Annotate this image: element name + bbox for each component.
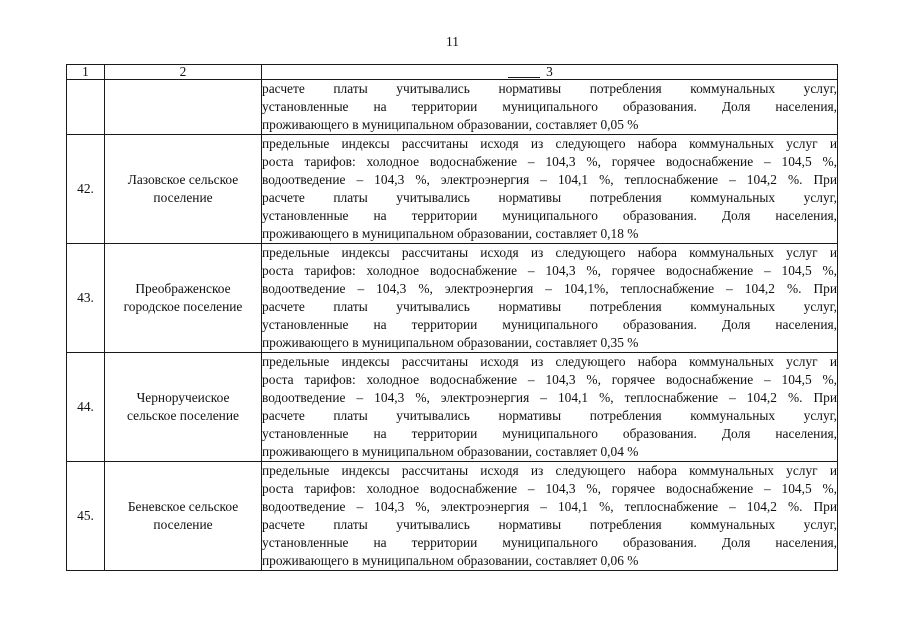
row-number: 43. <box>67 244 105 353</box>
table-row <box>67 244 838 353</box>
description-line: проживающего в муниципальном образовании, составляет 0,04 % <box>262 444 639 459</box>
table-row <box>67 135 838 244</box>
description-line: водоотведение – 104,3 %, электроэнергия – 104,1 %, теплоснабжение – 104,2 %. При <box>262 390 837 405</box>
column-header-2: 2 <box>105 65 262 80</box>
description-line: установленные на территории муниципального образования. Доля населения, <box>262 535 837 550</box>
tariff-description <box>262 353 838 462</box>
tariff-description <box>262 462 838 571</box>
description-line: установленные на территории муниципального образования. Доля населения, <box>262 426 837 441</box>
settlement-name-line: сельское поселение <box>127 408 239 423</box>
description-line: роста тарифов: холодное водоснабжение – 104,3 %, горячее водоснабжение – 104,5 %, <box>262 154 837 169</box>
description-line: расчете платы учитывались нормативы потребления коммунальных услуг, <box>262 299 837 314</box>
table-header-row <box>67 65 838 80</box>
description-line: предельные индексы рассчитаны исходя из следующего набора коммунальных услуг и <box>262 136 837 151</box>
description-line: роста тарифов: холодное водоснабжение – 104,3 %, горячее водоснабжение – 104,5 %, <box>262 481 837 496</box>
header-underline-mark <box>508 77 540 78</box>
description-line: водоотведение – 104,3 %, электроэнергия – 104,1 %, теплоснабжение – 104,2 %. При <box>262 499 837 514</box>
table-row <box>67 353 838 462</box>
column-header-3: 3 <box>262 65 838 80</box>
page-number: 11 <box>446 34 459 49</box>
tariff-description <box>262 135 838 244</box>
description-line: расчете платы учитывались нормативы потребления коммунальных услуг, <box>262 408 837 423</box>
tariff-table <box>66 64 838 571</box>
settlement-name-line: поселение <box>153 517 213 532</box>
description-line: проживающего в муниципальном образовании, составляет 0,06 % <box>262 553 639 568</box>
description-line: водоотведение – 104,3 %, электроэнергия – 104,1 %, теплоснабжение – 104,2 %. При <box>262 172 837 187</box>
description-line: роста тарифов: холодное водоснабжение – 104,3 %, горячее водоснабжение – 104,5 %, <box>262 263 837 278</box>
description-line: расчете платы учитывались нормативы потребления коммунальных услуг, <box>262 81 837 96</box>
row-number <box>67 80 105 135</box>
row-number: 45. <box>67 462 105 571</box>
row-number: 44. <box>67 353 105 462</box>
settlement-name <box>105 353 262 462</box>
tariff-description <box>262 80 838 135</box>
settlement-name-line: поселение <box>153 190 213 205</box>
row-number: 42. <box>67 135 105 244</box>
description-line: предельные индексы рассчитаны исходя из следующего набора коммунальных услуг и <box>262 354 837 369</box>
description-line: предельные индексы рассчитаны исходя из следующего набора коммунальных услуг и <box>262 245 837 260</box>
description-line: роста тарифов: холодное водоснабжение – 104,3 %, горячее водоснабжение – 104,5 %, <box>262 372 837 387</box>
settlement-name <box>105 135 262 244</box>
settlement-name <box>105 80 262 135</box>
table-row <box>67 80 838 135</box>
description-line: установленные на территории муниципального образования. Доля населения, <box>262 99 837 114</box>
table-row <box>67 462 838 571</box>
settlement-name <box>105 244 262 353</box>
settlement-name-line: городское поселение <box>123 299 243 314</box>
description-line: водоотведение – 104,3 %, электроэнергия – 104,1%, теплоснабжение – 104,2 %. При <box>262 281 837 296</box>
description-line: проживающего в муниципальном образовании, составляет 0,35 % <box>262 335 639 350</box>
settlement-name-line: Лазовское сельское <box>127 172 239 187</box>
description-line: предельные индексы рассчитаны исходя из следующего набора коммунальных услуг и <box>262 463 837 478</box>
description-line: установленные на территории муниципального образования. Доля населения, <box>262 317 837 332</box>
settlement-name-line: Беневское сельское <box>127 499 239 514</box>
description-line: расчете платы учитывались нормативы потребления коммунальных услуг, <box>262 517 837 532</box>
description-line: проживающего в муниципальном образовании, составляет 0,05 % <box>262 117 639 132</box>
description-line: установленные на территории муниципального образования. Доля населения, <box>262 208 837 223</box>
tariff-description <box>262 244 838 353</box>
settlement-name-line: Черноручеиское <box>136 390 230 405</box>
settlement-name <box>105 462 262 571</box>
settlement-name-line: Преображенское <box>135 281 231 296</box>
description-line: проживающего в муниципальном образовании, составляет 0,18 % <box>262 226 639 241</box>
description-line: расчете платы учитывались нормативы потребления коммунальных услуг, <box>262 190 837 205</box>
column-header-1: 1 <box>67 65 105 80</box>
